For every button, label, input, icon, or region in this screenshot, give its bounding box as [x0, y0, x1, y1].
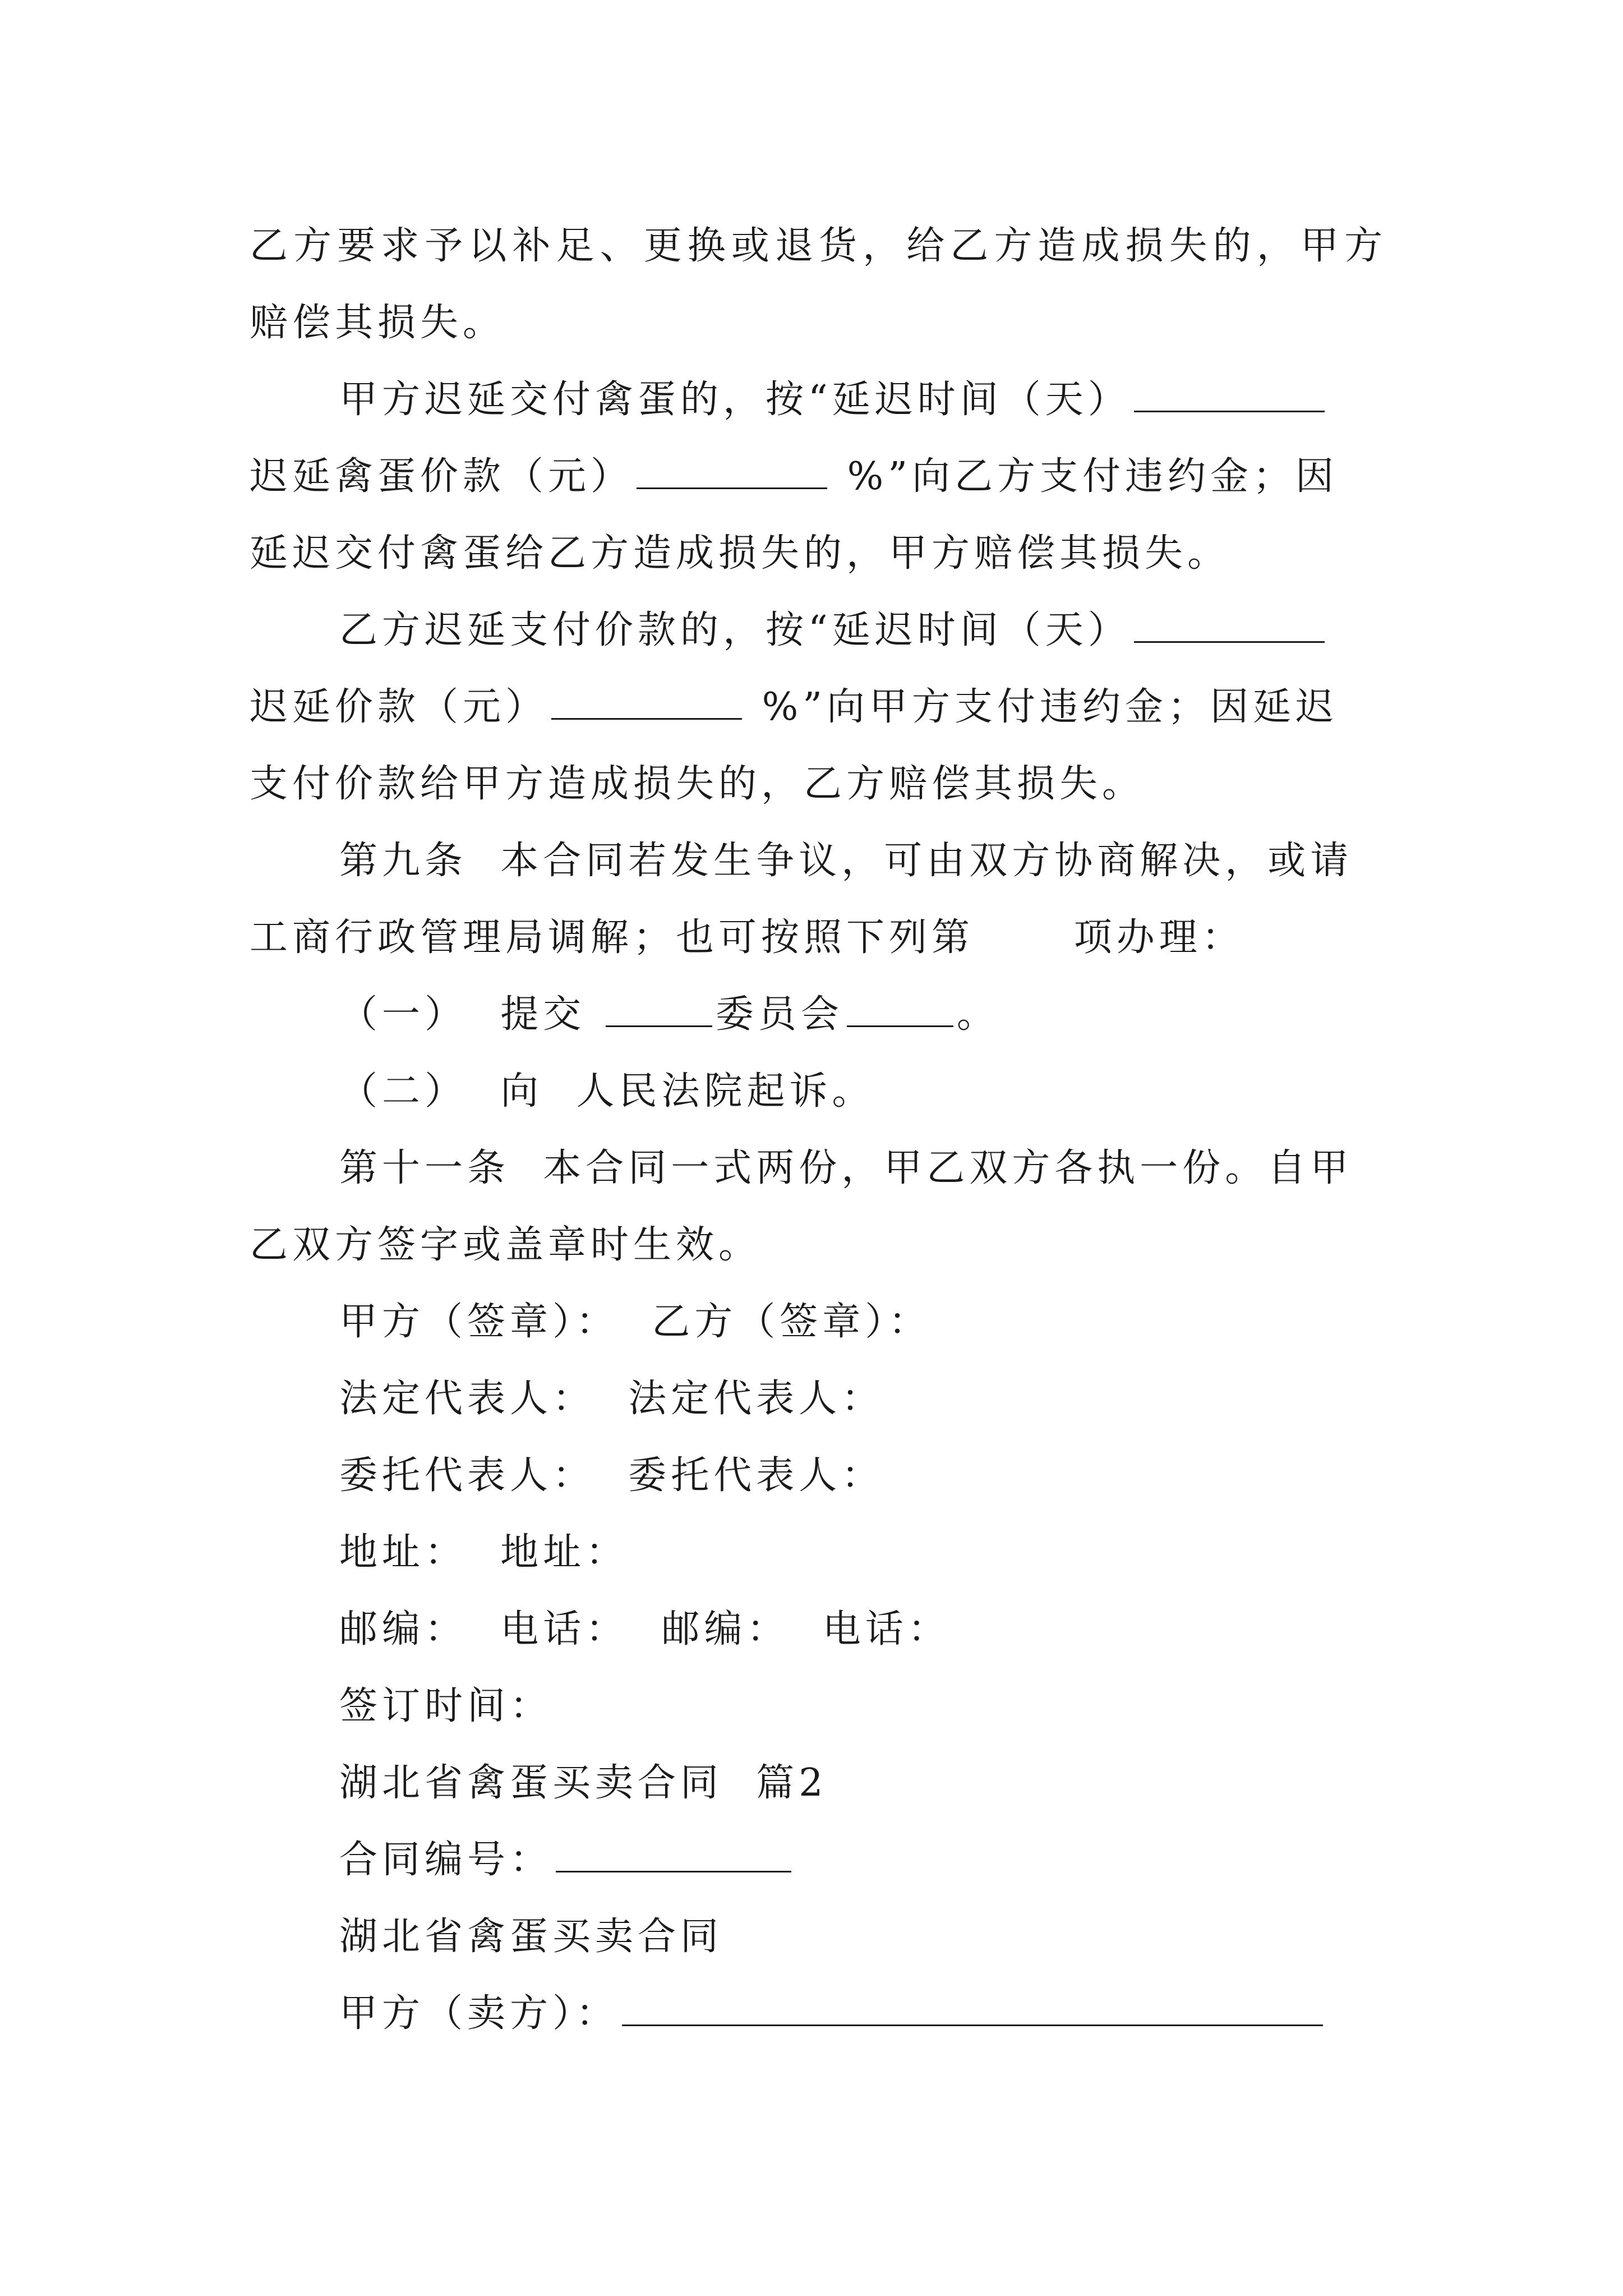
text-segment: 项办理：	[1073, 915, 1244, 960]
paragraph-line-5: 延迟交付禽蛋给乙方造成损失的，甲方赔偿其损失。	[250, 531, 1230, 576]
text-segment: 。	[956, 992, 999, 1037]
fill-in-blank[interactable]	[556, 1839, 791, 1872]
paragraph-line-6	[250, 592, 1382, 669]
paragraph-line-4	[250, 438, 1382, 515]
fill-in-blank[interactable]	[1134, 610, 1325, 643]
paragraph-line-14: 乙双方签字或盖章时生效。	[250, 1223, 762, 1267]
paragraph-line-7	[250, 669, 1382, 746]
paragraph-line-8: 支付价款给甲方造成损失的，乙方赔偿其损失。	[250, 762, 1145, 806]
authorized-representative-line: 委托代表人： 委托代表人：	[339, 1453, 884, 1498]
paragraph-line-2: 赔偿其损失。	[250, 301, 506, 345]
text-segment: 迟延价款（元）	[250, 685, 548, 729]
legal-representative-line: 法定代表人： 法定代表人：	[339, 1377, 884, 1421]
text-segment: 乙方迟延支付价款的，按“延迟时间（天）	[339, 608, 1131, 652]
party-a-line	[250, 1975, 1382, 2052]
fill-in-blank[interactable]	[551, 687, 742, 720]
text-segment: （一） 提交	[339, 992, 586, 1037]
paragraph-line-9: 第九条 本合同若发生争议，可由双方协商解决，或请	[339, 839, 1353, 883]
fill-in-blank[interactable]	[637, 456, 827, 489]
paragraph-line-3	[250, 361, 1382, 438]
fill-in-blank[interactable]	[1134, 379, 1325, 412]
paragraph-line-11	[250, 976, 1382, 1053]
paragraph-line-1: 乙方要求予以补足、更换或退货，给乙方造成损失的，甲方	[250, 224, 1382, 268]
paragraph-line-13: 第十一条 本合同一式两份，甲乙双方各执一份。自甲	[339, 1146, 1353, 1190]
text-segment: 合同编号：	[339, 1838, 553, 1882]
text-segment: %”向乙方支付违约金；因	[847, 454, 1339, 499]
contract-number-line	[250, 1821, 1382, 1898]
contract-title: 湖北省禽蛋买卖合同	[339, 1915, 723, 1959]
fill-in-blank[interactable]	[606, 994, 712, 1027]
text-segment: 甲方迟延交付禽蛋的，按“延迟时间（天）	[339, 378, 1131, 422]
text-segment: 迟延禽蛋价款（元）	[250, 454, 634, 499]
section-heading: 湖北省禽蛋买卖合同 篇2	[339, 1761, 828, 1805]
text-segment: %”向甲方支付违约金；因延迟	[762, 685, 1339, 729]
fill-in-blank[interactable]	[622, 1993, 1323, 2026]
document-page	[250, 208, 1382, 2052]
text-segment: 委员会	[715, 992, 843, 1037]
paragraph-line-10	[250, 899, 1382, 976]
fill-in-blank[interactable]	[847, 994, 953, 1027]
text-segment: 工商行政管理局调解；也可按照下列第	[250, 915, 975, 960]
address-line: 地址： 地址：	[339, 1530, 629, 1575]
signature-party-line: 甲方（签章）： 乙方（签章）：	[339, 1300, 932, 1344]
paragraph-line-12: （二） 向 人民法院起诉。	[339, 1069, 875, 1114]
signing-time-line: 签订时间：	[339, 1684, 553, 1728]
postcode-phone-line: 邮编： 电话： 邮编： 电话：	[339, 1607, 951, 1651]
text-segment: 甲方（卖方）：	[339, 1991, 619, 2036]
